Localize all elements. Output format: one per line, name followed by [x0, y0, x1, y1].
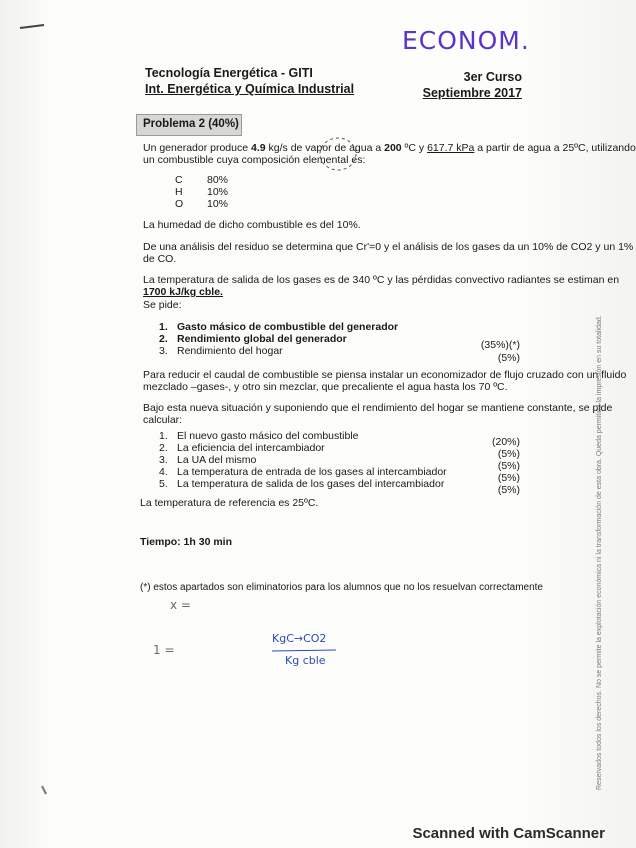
- department-title: Int. Energética y Química Industrial: [145, 82, 355, 96]
- pen-mark: [18, 22, 48, 32]
- q1-percent-2: (5%): [497, 352, 520, 364]
- pencil-circle: [318, 135, 358, 173]
- exam-date: Septiembre 2017: [422, 86, 522, 100]
- q2-num-2: 2.: [159, 442, 168, 454]
- handwritten-formula-num: KgC→CO2: [272, 632, 327, 645]
- new-situation-line-2: calcular:: [143, 414, 183, 426]
- subject-title: Tecnología Energética - GITI: [145, 66, 313, 80]
- handwritten-one: 1 =: [153, 643, 175, 657]
- residue-line-1: De una análisis del residuo se determina que Cr'=0 y el análisis de los gases da un 10% de CO2 y un 1%: [143, 241, 634, 253]
- q2-text-5: La temperatura de salida de los gases del intercambiador: [177, 478, 445, 490]
- q1-num-2: 2.: [159, 333, 168, 345]
- problem-title: Problema 2 (40%): [143, 118, 239, 130]
- se-pide-label: Se pide:: [143, 299, 182, 311]
- intro-line-2: un combustible cuya composición elemental es:: [143, 154, 366, 166]
- handwritten-econom: ECONOM.: [402, 26, 530, 55]
- composition-val-3: 10%: [207, 198, 229, 210]
- q1-text-3: Rendimiento del hogar: [177, 345, 283, 357]
- q2-text-3: La UA del mismo: [177, 454, 257, 466]
- humidity-text: La humedad de dicho combustible es del 10%.: [143, 219, 361, 231]
- q2-text-1: El nuevo gasto másico del combustible: [177, 430, 359, 442]
- q2-percent-5: (5%): [497, 484, 520, 496]
- composition-val-2: 10%: [207, 186, 229, 198]
- handwritten-x: x =: [170, 598, 191, 612]
- q2-num-5: 5.: [159, 478, 168, 490]
- economizer-line-2: mezclado –gases-, y otro sin mezclar, que precaliente el agua hasta los 70 ºC.: [143, 381, 508, 393]
- q1-text-1: Gasto másico de combustible del generador: [177, 321, 399, 333]
- course-label: 3er Curso: [463, 70, 522, 84]
- q2-text-4: La temperatura de entrada de los gases al intercambiador: [177, 466, 447, 478]
- footnote: (*) estos apartados son eliminatorios para los alumnos que no los resuelvan correctamente: [140, 582, 543, 593]
- new-situation-line-1: Bajo esta nueva situación y suponiendo que el rendimiento del hogar se mantiene constante, se pide: [143, 402, 613, 414]
- q1-num-1: 1.: [159, 321, 168, 333]
- camscanner-footer: Scanned with CamScanner: [412, 825, 605, 842]
- q1-percent-1: (35%)(*): [480, 339, 520, 351]
- q1-num-3: 3.: [159, 345, 168, 357]
- composition-el-3: O: [175, 198, 184, 210]
- q2-percent-1: (20%): [491, 436, 520, 448]
- composition-el-1: C: [175, 174, 183, 186]
- side-copyright: Reservados todos los derechos. No se permite la explotación económica ni la transformación de esta obra. Queda permitida la impresión en su totalidad.: [596, 315, 603, 790]
- q2-percent-4: (5%): [497, 472, 520, 484]
- temperature-line-2: 1700 kJ/kg cble.: [143, 286, 223, 298]
- economizer-line-1: Para reducir el caudal de combustible se piensa instalar un economizador de flujo cruzado con un fluido: [143, 369, 627, 381]
- q2-percent-2: (5%): [497, 448, 520, 460]
- q2-percent-3: (5%): [497, 460, 520, 472]
- exam-time: Tiempo: 1h 30 min: [140, 536, 232, 548]
- scan-mark: [40, 784, 50, 798]
- q1-text-2: Rendimiento global del generador: [177, 333, 347, 345]
- reference-temp: La temperatura de referencia es 25ºC.: [140, 497, 319, 509]
- q2-num-3: 3.: [159, 454, 168, 466]
- temperature-line-1: La temperatura de salida de los gases es de 340 ºC y las pérdidas convectivo radiantes se estiman en: [143, 274, 620, 286]
- residue-line-2: de CO.: [143, 253, 177, 265]
- q2-num-4: 4.: [159, 466, 168, 478]
- intro-line-1: Un generador produce 4.9 kg/s de vapor de agua a 200 ºC y 617.7 kPa a partir de agua a 25ºC, utilizando: [143, 142, 636, 154]
- q2-text-2: La eficiencia del intercambiador: [177, 442, 325, 454]
- composition-el-2: H: [175, 186, 183, 198]
- composition-val-1: 80%: [207, 174, 229, 186]
- handwritten-formula-den: Kg cble: [285, 654, 326, 667]
- q2-num-1: 1.: [159, 430, 168, 442]
